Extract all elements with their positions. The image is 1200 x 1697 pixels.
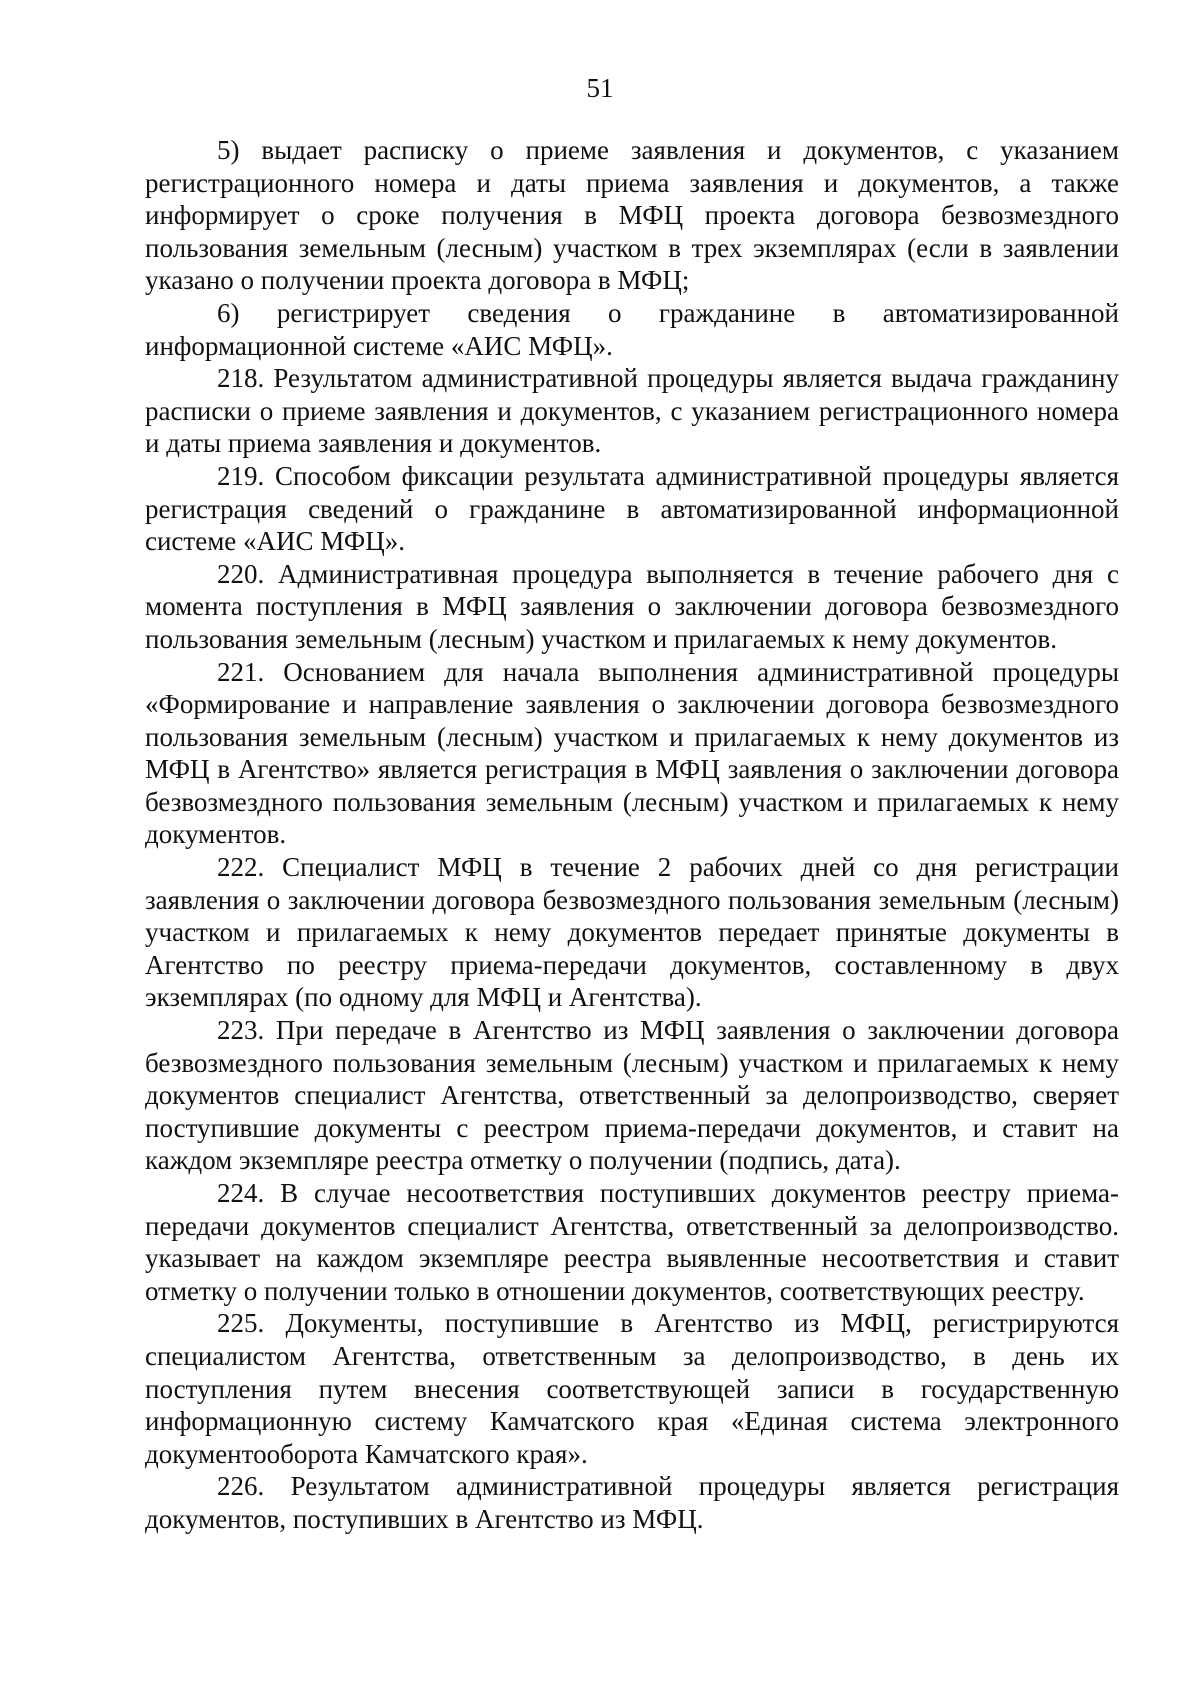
paragraph-226: 226. Результатом административной процедуры является регистрация документов, поступивших в Агентство из МФЦ. — [145, 1471, 1119, 1534]
page-number: 51 — [586, 73, 614, 103]
paragraph-item-6: 6) регистрирует сведения о гражданине в автоматизированной информационной системе «АИС МФЦ». — [145, 297, 1119, 361]
paragraph-221: 221. Основанием для начала выполнения административной процедуры «Формирование и направление заявления о заключении договора безвозмездного пользования земельным (лесным) участком и прилагаемых к нему документов из МФЦ в Агентство» является регистрация в МФЦ заявления о заключении договора безвозмездного пользования земельным (лесным) участком и прилагаемых к нему документов. — [145, 656, 1119, 850]
paragraph-222: 222. Специалист МФЦ в течение 2 рабочих дней со дня регистрации заявления о заключении договора безвозмездного пользования земельным (лесным) участком и прилагаемых к нему документов передает принятые документы в Агентство по реестру приема-передачи документов, составленному в двух экземплярах (по одному для МФЦ и Агентства). — [145, 852, 1119, 1013]
paragraph-223: 223. При передаче в Агентство из МФЦ заявления о заключении договора безвозмездного пользования земельным (лесным) участком и прилагаемых к нему документов специалист Агентства, ответственный за делопроизводство, сверяет поступившие документы с реестром приема-передачи документов, и ставит на каждом экземпляре реестра отметку о получении (подпись, дата). — [145, 1015, 1119, 1176]
document-body — [145, 134, 1119, 1536]
paragraph-220: 220. Административная процедура выполняется в течение рабочего дня с момента поступления в МФЦ заявления о заключении договора безвозмездного пользования земельным (лесным) участком и прилагаемых к нему документов. — [145, 558, 1119, 654]
paragraph-225: 225. Документы, поступившие в Агентство из МФЦ, регистрируются специалистом Агентства, ответственным за делопроизводство, в день их поступления путем внесения соответствующей записи в государственную информационную систему Камчатского края «Единая система электронного документооборота Камчатского края». — [145, 1308, 1119, 1469]
paragraph-218: 218. Результатом административной процедуры является выдача гражданину расписки о приеме заявления и документов, с указанием регистрационного номера и даты приема заявления и документов. — [145, 363, 1119, 459]
paragraph-item-5: 5) выдает расписку о приеме заявления и документов, с указанием регистрационного номера и даты приема заявления и документов, а также информирует о сроке получения в МФЦ проекта договора безвозмездного пользования земельным (лесным) участком в трех экземплярах (если в заявлении указано о получении проекта договора в МФЦ; — [145, 135, 1119, 296]
paragraph-219: 219. Способом фиксации результата административной процедуры является регистрация сведений о гражданине в автоматизированной информационной системе «АИС МФЦ». — [145, 460, 1119, 557]
paragraph-224: 224. В случае несоответствия поступивших документов реестру приема-передачи документов специалист Агентства, ответственный за делопроизводство. указывает на каждом экземпляре реестра выявленные несоответствия и ставит отметку о получении только в отношении документов, соответствующих реестру. — [145, 1178, 1119, 1306]
